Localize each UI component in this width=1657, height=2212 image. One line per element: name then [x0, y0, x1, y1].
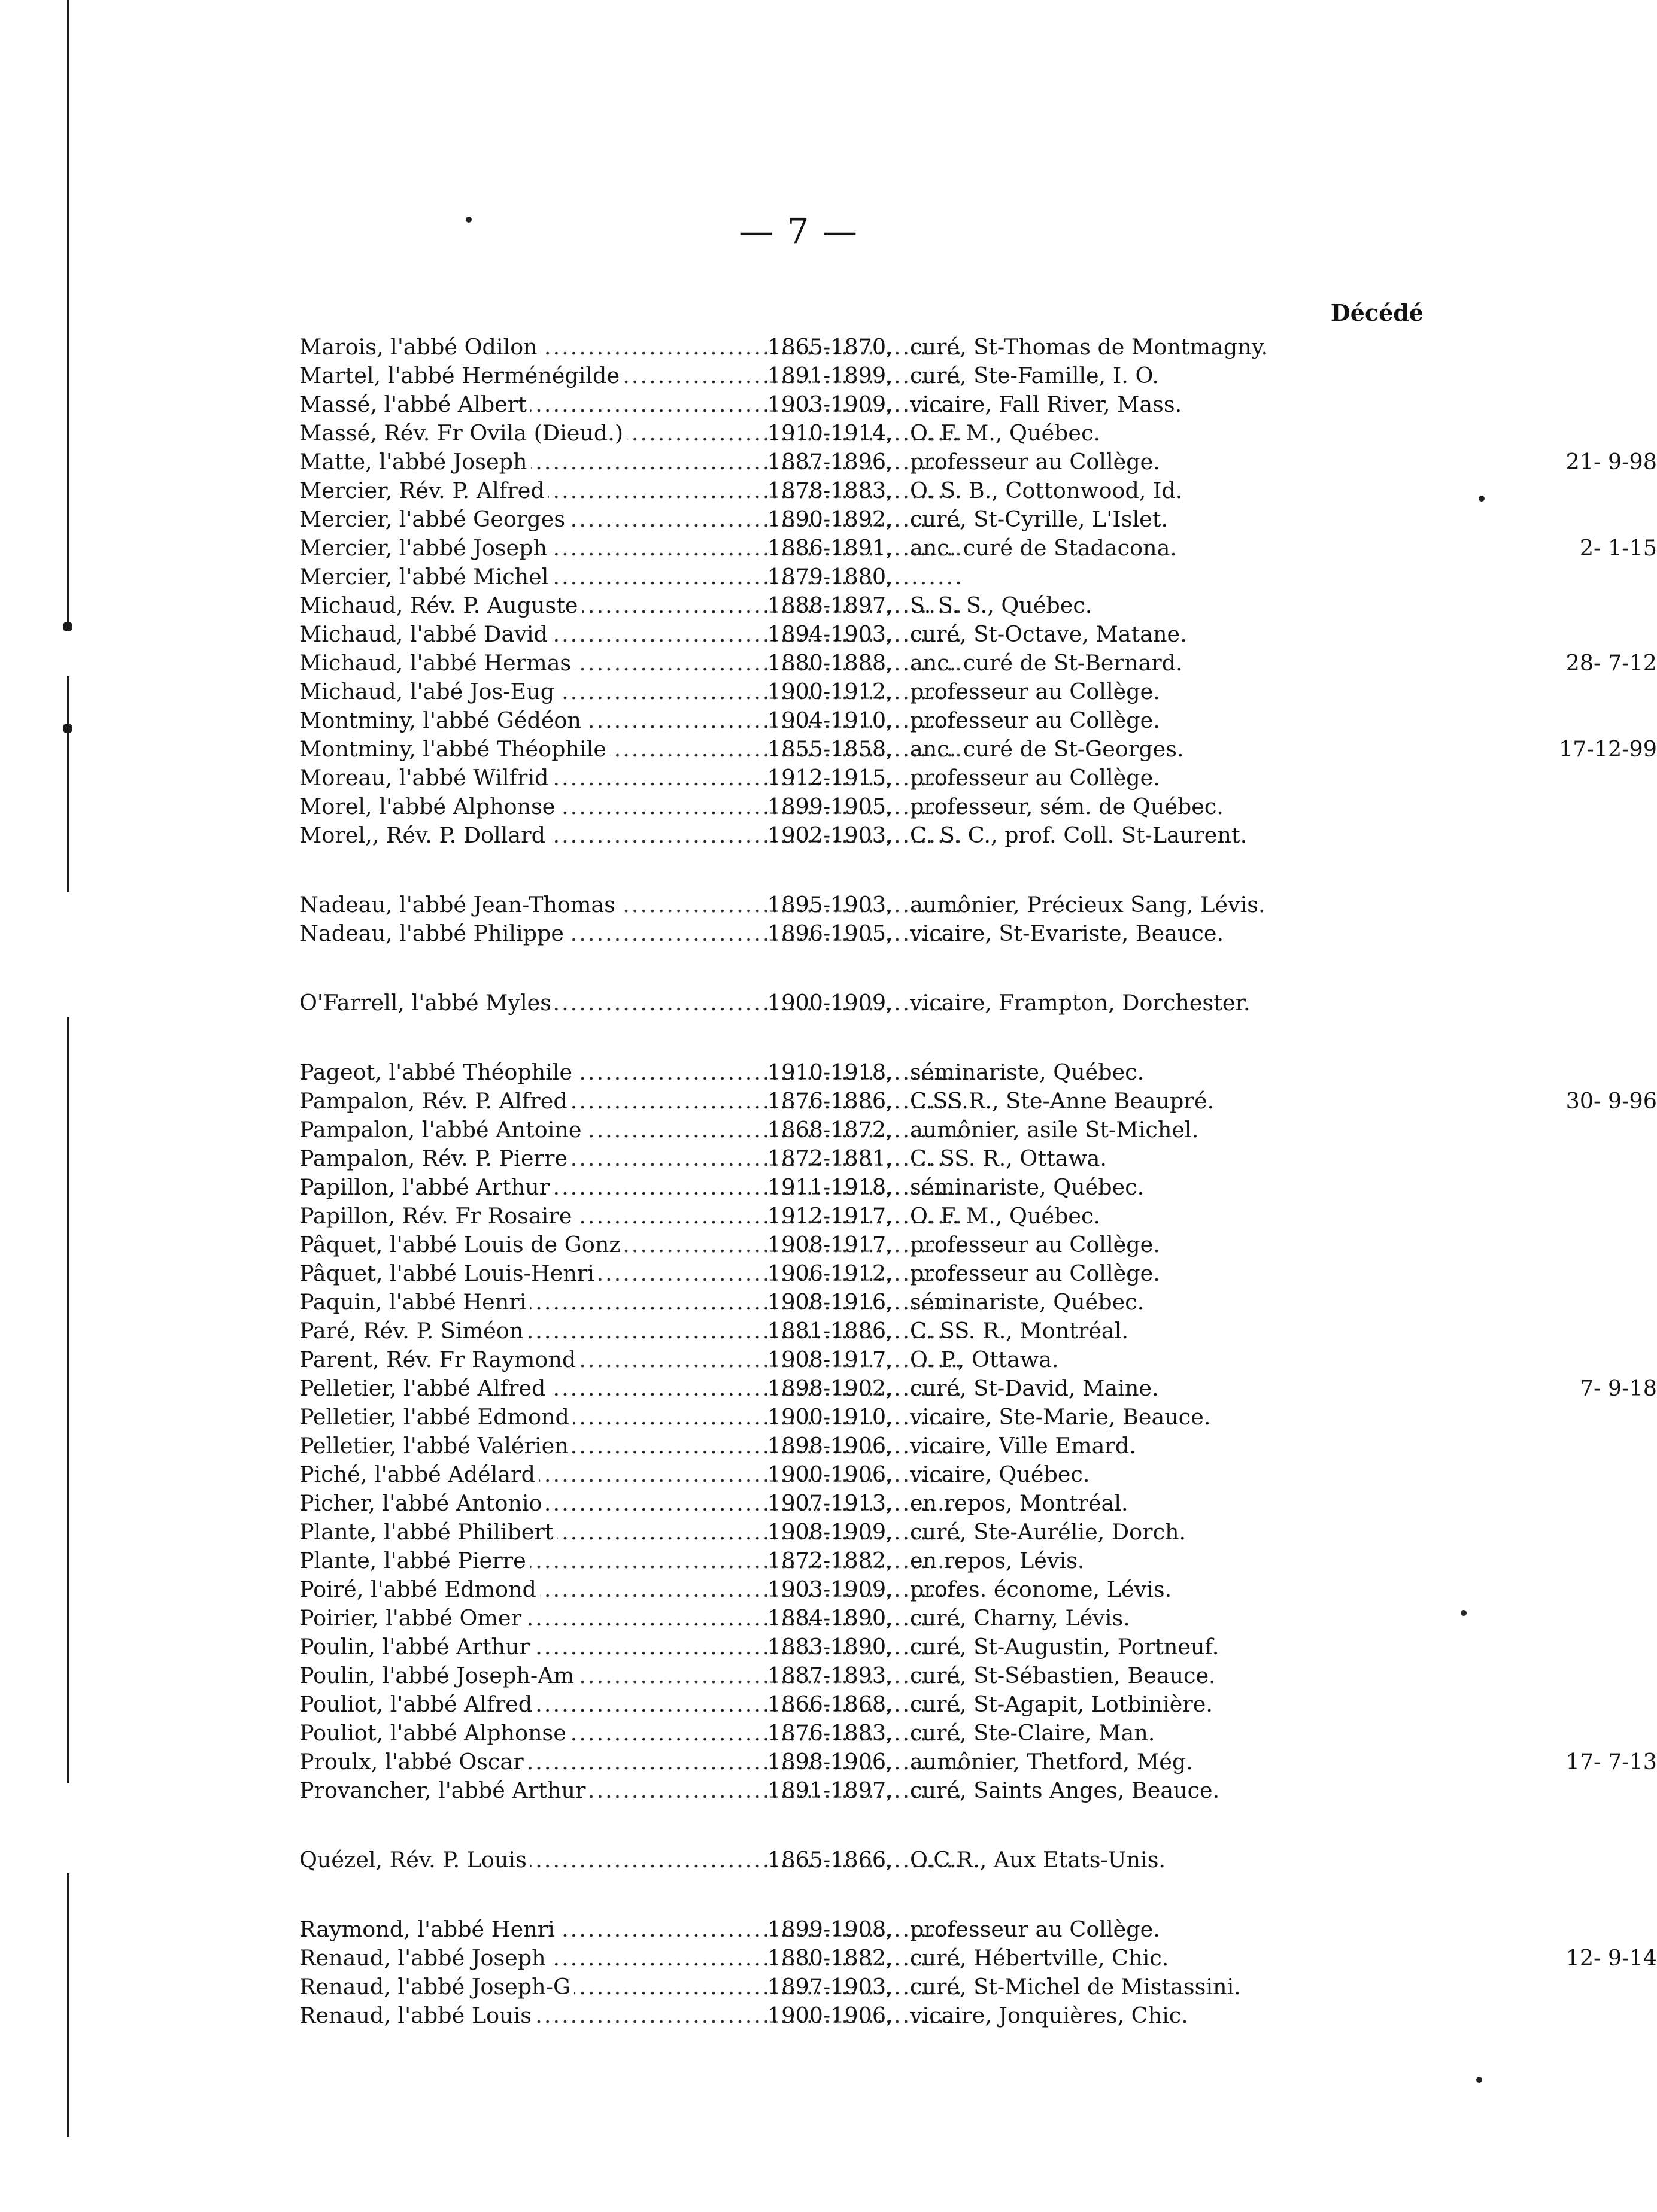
- entry-name: [299, 1518, 748, 1546]
- entry-name: [299, 419, 748, 448]
- entry-note: vicaire, Ste-Marie, Beauce.: [910, 1404, 1211, 1430]
- entry-note: professeur au Collège.: [910, 765, 1160, 791]
- entry-years: 1906-1912,: [767, 1260, 893, 1286]
- entry-name-text: Renaud, l'abbé Joseph-G: [299, 1974, 574, 2000]
- entry-name: [299, 1915, 748, 1944]
- entry-name-text: Mercier, Rév. P. Alfred: [299, 478, 548, 503]
- entry-name: [299, 891, 748, 919]
- entry-name: [299, 1374, 748, 1403]
- entry-name: [299, 1432, 748, 1460]
- entry-name: [299, 1748, 748, 1776]
- entry-name: [299, 2001, 748, 2030]
- entry-note: séminariste, Québec.: [910, 1289, 1145, 1315]
- entry-name: [299, 390, 748, 419]
- entry-note: O.C.R., Aux Etats-Unis.: [910, 1847, 1166, 1873]
- entry-name: [299, 1546, 748, 1575]
- entry-years: 1903-1909,: [767, 1576, 893, 1602]
- entry-years: 1886-1891,: [767, 535, 893, 561]
- entry-name: [299, 333, 748, 361]
- entry-years: 1910-1914,: [767, 420, 893, 446]
- entry-note: vicaire, Fall River, Mass.: [910, 391, 1182, 417]
- entry-name-text: Paquin, l'abbé Henri: [299, 1289, 530, 1315]
- entry-note: curé, St-David, Maine.: [910, 1375, 1159, 1401]
- entry-years: 1876-1883,: [767, 1720, 893, 1746]
- entry-name-text: Marois, l'abbé Odilon: [299, 334, 541, 360]
- entry-years: 1884-1890,: [767, 1605, 893, 1631]
- entry-death-date: 21- 9-98: [1565, 449, 1657, 475]
- entry-note: séminariste, Québec.: [910, 1174, 1145, 1200]
- entry-name-text: Pampalon, l'abbé Antoine: [299, 1117, 585, 1143]
- entry-name: [299, 448, 748, 476]
- entry-years: 1908-1916,: [767, 1289, 893, 1315]
- entry-years: 1903-1909,: [767, 391, 893, 417]
- entry-years: 1912-1917,: [767, 1203, 893, 1229]
- entry-name: [299, 1259, 748, 1288]
- entry-name-text: Proulx, l'abbé Oscar: [299, 1749, 527, 1775]
- entry-years: 1898-1906,: [767, 1433, 893, 1459]
- entry-note: curé, St-Michel de Mistassini.: [910, 1974, 1241, 2000]
- entry-note: vicaire, Jonquières, Chic.: [910, 2003, 1188, 2028]
- entry-years: 1897-1903,: [767, 1974, 893, 2000]
- entry-name-text: Pelletier, l'abbé Edmond: [299, 1404, 573, 1430]
- entry-death-date: 17- 7-13: [1565, 1749, 1657, 1775]
- entry-name: [299, 764, 748, 792]
- entry-name: [299, 1846, 748, 1874]
- entry-name: [299, 1973, 748, 2001]
- entry-name: [299, 1944, 748, 1973]
- entry-note: S. S. S., Québec.: [910, 592, 1092, 618]
- entry-years: 1904-1910,: [767, 707, 893, 733]
- entry-name: [299, 1087, 748, 1116]
- entry-name-text: Michaud, Rév. P. Auguste: [299, 592, 582, 618]
- entry-name: [299, 1058, 748, 1087]
- entry-name-text: Renaud, l'abbé Louis: [299, 2003, 535, 2028]
- entry-death-date: 2- 1-15: [1579, 535, 1657, 561]
- entry-note: aumônier, Précieux Sang, Lévis.: [910, 892, 1265, 917]
- entry-note: aumônier, Thetford, Még.: [910, 1749, 1193, 1775]
- entry-note: curé, St-Sébastien, Beauce.: [910, 1663, 1216, 1688]
- entry-name-text: Nadeau, l'abbé Jean-Thomas: [299, 892, 619, 917]
- entry-name-text: Plante, l'abbé Pierre: [299, 1548, 530, 1573]
- entry-note: C. SS. R., Ottawa.: [910, 1146, 1107, 1171]
- entry-death-date: 17-12-99: [1558, 736, 1657, 762]
- entry-note: professeur au Collège.: [910, 449, 1160, 475]
- entry-name-text: Martel, l'abbé Herménégilde: [299, 363, 623, 388]
- entry-name: [299, 1661, 748, 1690]
- entry-note: anc. curé de Stadacona.: [910, 535, 1177, 561]
- entry-years: 1895-1903,: [767, 892, 893, 917]
- entry-note: curé, St-Octave, Matane.: [910, 621, 1187, 647]
- entry-name-text: Raymond, l'abbé Henri: [299, 1916, 559, 1942]
- entry-name-text: Poulin, l'abbé Joseph-Am: [299, 1663, 578, 1688]
- entry-name-text: Pâquet, l'abbé Louis-Henri: [299, 1260, 598, 1286]
- entry-name-text: Pouliot, l'abbé Alphonse: [299, 1720, 570, 1746]
- entry-years: 1887-1896,: [767, 449, 893, 475]
- entry-name-text: Massé, Rév. Fr Ovila (Dieud.): [299, 420, 627, 446]
- entry-name-text: O'Farrell, l'abbé Myles: [299, 990, 555, 1016]
- entry-name-text: Morel, l'abbé Alphonse: [299, 794, 559, 819]
- entry-note: curé, St-Thomas de Montmagny.: [910, 334, 1268, 360]
- entry-name: [299, 1719, 748, 1748]
- entry-note: curé, Hébertville, Chic.: [910, 1945, 1169, 1971]
- scan-speck: [1461, 1610, 1467, 1616]
- entry-note: professeur au Collège.: [910, 1232, 1160, 1257]
- entry-name: [299, 1202, 748, 1230]
- entry-note: C. SS. R., Montréal.: [910, 1318, 1128, 1344]
- entry-years: 1899-1905,: [767, 794, 893, 819]
- entry-name: [299, 505, 748, 534]
- entry-name-text: Renaud, l'abbé Joseph: [299, 1945, 550, 1971]
- entry-note: curé, Saints Anges, Beauce.: [910, 1778, 1220, 1803]
- entry-name: [299, 919, 748, 948]
- entry-name: [299, 1776, 748, 1805]
- entry-name-text: Pelletier, l'abbé Alfred: [299, 1375, 549, 1401]
- entry-years: 1898-1906,: [767, 1749, 893, 1775]
- entry-years: 1887-1893,: [767, 1663, 893, 1688]
- scan-edge-line: [67, 1017, 69, 1783]
- entry-note: profes. économe, Lévis.: [910, 1576, 1172, 1602]
- entry-death-date: 30- 9-96: [1565, 1088, 1657, 1114]
- entry-name: [299, 821, 748, 850]
- entry-note: séminariste, Québec.: [910, 1059, 1145, 1085]
- entry-name-text: Papillon, l'abbé Arthur: [299, 1174, 553, 1200]
- entry-name-text: Mercier, l'abbé Georges: [299, 506, 569, 532]
- entry-years: 1872-1882,: [767, 1548, 893, 1573]
- entry-name: [299, 476, 748, 505]
- entry-note: professeur au Collège.: [910, 679, 1160, 704]
- entry-years: 1900-1906,: [767, 1462, 893, 1487]
- entry-years: 1879-1880,: [767, 564, 893, 590]
- entry-death-date: 12- 9-14: [1565, 1945, 1657, 1971]
- entry-note: professeur au Collège.: [910, 1260, 1160, 1286]
- entry-name: [299, 1633, 748, 1661]
- scan-edge-line: [67, 676, 69, 892]
- entry-name: [299, 1173, 748, 1202]
- entry-name-text: Pelletier, l'abbé Valérien: [299, 1433, 572, 1459]
- entry-years: 1899-1908,: [767, 1916, 893, 1942]
- entry-name: [299, 989, 748, 1017]
- entry-years: 1908-1917,: [767, 1347, 893, 1372]
- entry-name: [299, 1575, 748, 1604]
- scan-edge-line: [67, 1873, 69, 2137]
- entry-name-text: Morel,, Rév. P. Dollard: [299, 822, 549, 848]
- entry-name-text: Pampalon, Rév. P. Alfred: [299, 1088, 571, 1114]
- entry-years: 1902-1903,: [767, 822, 893, 848]
- entry-years: 1855-1858,: [767, 736, 893, 762]
- entry-name-text: Papillon, Rév. Fr Rosaire: [299, 1203, 575, 1229]
- entry-years: 1900-1910,: [767, 1404, 893, 1430]
- entry-name-text: Parent, Rév. Fr Raymond: [299, 1347, 579, 1372]
- entry-note: anc. curé de St-Georges.: [910, 736, 1184, 762]
- entry-years: 1868-1872,: [767, 1117, 893, 1143]
- entry-name-text: Pâquet, l'abbé Louis de Gonz: [299, 1232, 624, 1257]
- page-number: — 7 —: [739, 211, 858, 251]
- entry-years: 1911-1918,: [767, 1174, 893, 1200]
- entry-note: professeur au Collège.: [910, 1916, 1160, 1942]
- entry-note: curé, Ste-Famille, I. O.: [910, 363, 1159, 388]
- entry-name: [299, 649, 748, 677]
- entry-years: 1876-1886,: [767, 1088, 893, 1114]
- entry-note: curé, Charny, Lévis.: [910, 1605, 1130, 1631]
- entry-note: O. P., Ottawa.: [910, 1347, 1059, 1372]
- entry-death-date: 28- 7-12: [1565, 650, 1657, 676]
- entry-name-text: Michaud, l'abbé Hermas: [299, 650, 575, 676]
- entry-name: [299, 1460, 748, 1489]
- entry-name: [299, 1403, 748, 1432]
- entry-years: 1912-1915,: [767, 765, 893, 791]
- entry-note: curé, Ste-Aurélie, Dorch.: [910, 1519, 1186, 1545]
- entry-years: 1908-1909,: [767, 1519, 893, 1545]
- entry-years: 1910-1918,: [767, 1059, 893, 1085]
- entry-name: [299, 1604, 748, 1633]
- entry-name: [299, 1144, 748, 1173]
- entry-note: professeur au Collège.: [910, 707, 1160, 733]
- entry-note: vicaire, Frampton, Dorchester.: [910, 990, 1251, 1016]
- scan-edge-mark: [63, 622, 72, 631]
- entry-years: 1883-1890,: [767, 1634, 893, 1660]
- entry-name: [299, 563, 748, 591]
- entry-years: 1907-1913,: [767, 1490, 893, 1516]
- entry-note: professeur, sém. de Québec.: [910, 794, 1224, 819]
- entry-name-text: Poirier, l'abbé Omer: [299, 1605, 525, 1631]
- entry-years: 1872-1881,: [767, 1146, 893, 1171]
- entry-note: curé, Ste-Claire, Man.: [910, 1720, 1155, 1746]
- entry-name-text: Montminy, l'abbé Gédéon: [299, 707, 585, 733]
- entry-name: [299, 1317, 748, 1345]
- entry-name-text: Mercier, l'abbé Joseph: [299, 535, 551, 561]
- entry-name: [299, 706, 748, 735]
- entry-name: [299, 1345, 748, 1374]
- entry-name: [299, 1690, 748, 1719]
- entry-years: 1894-1903,: [767, 621, 893, 647]
- entry-name-text: Moreau, l'abbé Wilfrid: [299, 765, 553, 791]
- entry-name: [299, 534, 748, 563]
- entry-name: [299, 735, 748, 764]
- entry-name: [299, 1116, 748, 1144]
- entry-note: curé, St-Cyrille, L'Islet.: [910, 506, 1168, 532]
- entry-years: 1900-1912,: [767, 679, 893, 704]
- entry-name-text: Pampalon, Rév. P. Pierre: [299, 1146, 571, 1171]
- entry-name: [299, 361, 748, 390]
- entry-years: 1881-1886,: [767, 1318, 893, 1344]
- entry-years: 1898-1902,: [767, 1375, 893, 1401]
- entry-note: curé, St-Agapit, Lotbinière.: [910, 1691, 1213, 1717]
- entry-note: O. F. M., Québec.: [910, 420, 1101, 446]
- entry-years: 1880-1888,: [767, 650, 893, 676]
- entry-death-date: 7- 9-18: [1579, 1375, 1657, 1401]
- entry-note: O. F. M., Québec.: [910, 1203, 1101, 1229]
- scan-speck: [1479, 496, 1485, 502]
- entry-note: aumônier, asile St-Michel.: [910, 1117, 1199, 1143]
- entry-name-text: Quézel, Rév. P. Louis: [299, 1847, 530, 1873]
- entry-years: 1900-1909,: [767, 990, 893, 1016]
- scan-edge-mark: [63, 724, 72, 733]
- entry-name-text: Pageot, l'abbé Théophile: [299, 1059, 576, 1085]
- entry-years: 1866-1868,: [767, 1691, 893, 1717]
- entry-name-text: Poiré, l'abbé Edmond: [299, 1576, 540, 1602]
- death-date-heading: Décédé: [1330, 299, 1424, 326]
- entry-note: vicaire, Ville Emard.: [910, 1433, 1136, 1459]
- entry-name-text: Massé, l'abbé Albert: [299, 391, 530, 417]
- entry-years: 1888-1897,: [767, 592, 893, 618]
- entry-name: [299, 1489, 748, 1518]
- entry-note: C.SS.R., Ste-Anne Beaupré.: [910, 1088, 1215, 1114]
- entry-note: anc. curé de St-Bernard.: [910, 650, 1183, 676]
- entry-name-text: Michaud, l'abbé David: [299, 621, 551, 647]
- entry-years: 1878-1883,: [767, 478, 893, 503]
- entry-name: [299, 620, 748, 649]
- entry-years: 1908-1917,: [767, 1232, 893, 1257]
- entry-note: en repos, Lévis.: [910, 1548, 1085, 1573]
- entry-years: 1890-1892,: [767, 506, 893, 532]
- entry-years: 1900-1906,: [767, 2003, 893, 2028]
- scan-speck: [1476, 2077, 1482, 2083]
- entry-name-text: Plante, l'abbé Philibert: [299, 1519, 557, 1545]
- entry-name-text: Nadeau, l'abbé Philippe: [299, 920, 567, 946]
- entry-name-text: Matte, l'abbé Joseph: [299, 449, 531, 475]
- entry-years: 1865-1870,: [767, 334, 893, 360]
- entry-years: 1891-1899,: [767, 363, 893, 388]
- entry-note: curé, St-Augustin, Portneuf.: [910, 1634, 1219, 1660]
- entry-name: [299, 1230, 748, 1259]
- entry-name: [299, 792, 748, 821]
- entry-name: [299, 591, 748, 620]
- entry-name-text: Picher, l'abbé Antonio: [299, 1490, 546, 1516]
- entry-years: 1880-1882,: [767, 1945, 893, 1971]
- entry-note: O. S. B., Cottonwood, Id.: [910, 478, 1183, 503]
- entry-name-text: Piché, l'abbé Adélard: [299, 1462, 539, 1487]
- entry-note: vicaire, St-Evariste, Beauce.: [910, 920, 1224, 946]
- entry-note: C. S. C., prof. Coll. St-Laurent.: [910, 822, 1248, 848]
- entry-years: 1896-1905,: [767, 920, 893, 946]
- entry-name-text: Mercier, l'abbé Michel: [299, 564, 552, 590]
- entry-years: 1891-1897,: [767, 1778, 893, 1803]
- entry-name-text: Poulin, l'abbé Arthur: [299, 1634, 533, 1660]
- entry-name-text: Michaud, l'abé Jos-Eug: [299, 679, 558, 704]
- entry-name: [299, 677, 748, 706]
- entry-note: en repos, Montréal.: [910, 1490, 1128, 1516]
- entry-name-text: Provancher, l'abbé Arthur: [299, 1778, 589, 1803]
- scan-edge-line: [67, 0, 69, 622]
- entry-name-text: Montminy, l'abbé Théophile: [299, 736, 610, 762]
- entry-name-text: Pouliot, l'abbé Alfred: [299, 1691, 536, 1717]
- entry-name-text: Paré, Rév. P. Siméon: [299, 1318, 527, 1344]
- entry-years: 1865-1866,: [767, 1847, 893, 1873]
- entry-name: [299, 1288, 748, 1317]
- entry-note: vicaire, Québec.: [910, 1462, 1090, 1487]
